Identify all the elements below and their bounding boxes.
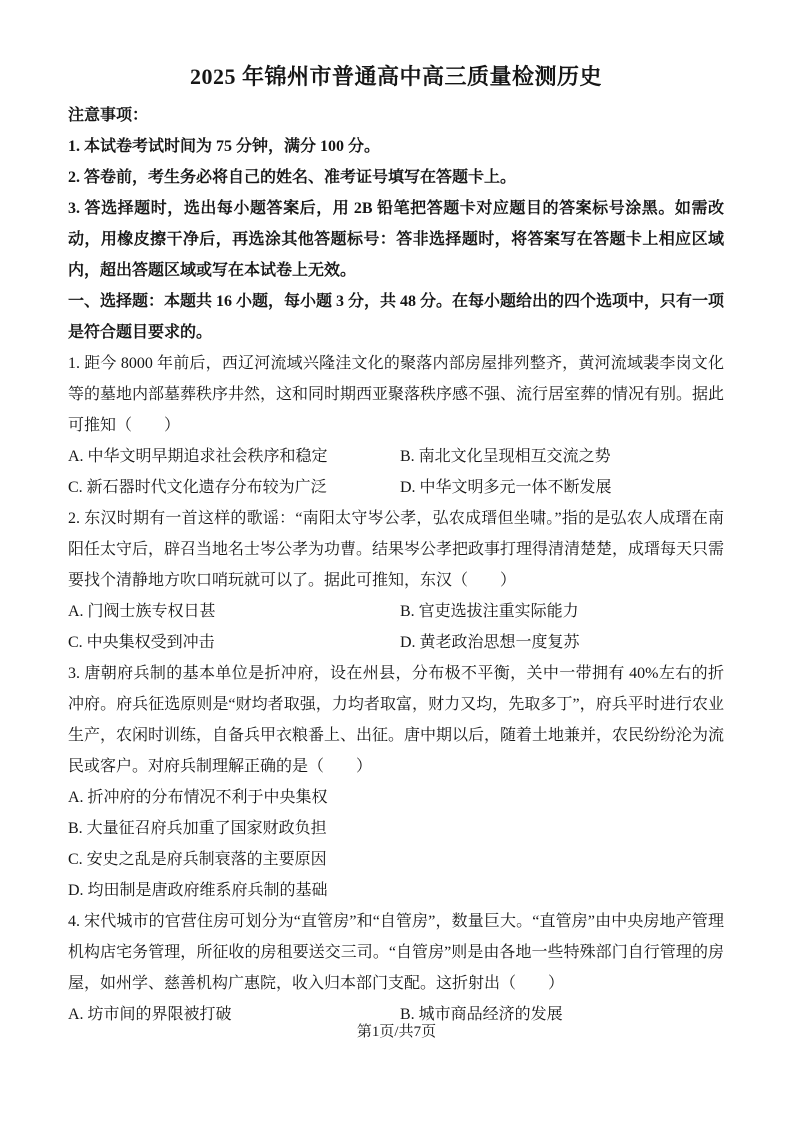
- notice-item-2: 2. 答卷前，考生务必将自己的姓名、准考证号填写在答题卡上。: [68, 169, 517, 186]
- option-c: C. 中央集权受到冲击: [68, 634, 215, 651]
- page-footer: 第1页/共7页: [356, 1024, 437, 1040]
- option-a: A. 折冲府的分布情况不利于中央集权: [68, 789, 328, 806]
- question-block-4: [68, 906, 724, 1030]
- option-c: C. 安史之乱是府兵制衰落的主要原因: [68, 851, 327, 868]
- page-title: 2025 年锦州市普通高中高三质量检测历史: [189, 64, 602, 89]
- option-d: D. 黄老政治思想一度复苏: [400, 634, 580, 651]
- option-a: A. 门阀士族专权日甚: [68, 603, 216, 620]
- option-a: A. 坊市间的界限被打破: [68, 1006, 232, 1023]
- question-3-stem: 3. 唐朝府兵制的基本单位是折冲府，设在州县，分布极不平衡，关中一带拥有 40%左右的折冲府。府兵征选原则是“财均者取强，力均者取富，财力又均，先取多丁”，府兵平时进行农业生产，农闲时训练，自备兵甲衣粮番上、出征。唐中期以后，随着土地兼并，农民纷纷沦为流民或客户。对府兵制理解正确的是（ ）: [68, 665, 725, 775]
- question-3-options: [68, 782, 724, 906]
- question-block-3: [68, 658, 724, 906]
- option-d: D. 中华文明多元一体不断发展: [400, 479, 612, 496]
- option-b: B. 城市商品经济的发展: [400, 1006, 563, 1023]
- notice-item-1: 1. 本试卷考试时间为 75 分钟，满分 100 分。: [68, 138, 381, 155]
- option-b: B. 南北文化呈现相互交流之势: [400, 448, 611, 465]
- option-a: A. 中华文明早期追求社会秩序和稳定: [68, 448, 328, 465]
- question-2-options: [68, 596, 724, 658]
- question-1-stem: 1. 距今 8000 年前后，西辽河流域兴隆洼文化的聚落内部房屋排列整齐，黄河流域裴李岗文化等的墓地内部墓葬秩序井然，这和同时期西亚聚落秩序感不强、流行居室葬的情况有别。据此可推知（ ）: [68, 355, 725, 434]
- notice-heading: 注意事项：: [68, 107, 149, 124]
- option-b: B. 大量征召府兵加重了国家财政负担: [68, 820, 327, 837]
- question-1-options: [68, 441, 724, 503]
- question-2-stem: 2. 东汉时期有一首这样的歌谣：“南阳太守岑公孝，弘农成瑨但坐啸。”指的是弘农人成瑨在南阳任太守后，辟召当地名士岑公孝为功曹。结果岑公孝把政事打理得清清楚楚，成瑨每天只需要找个清静地方吹口哨玩就可以了。据此可推知，东汉（ ）: [68, 510, 725, 589]
- question-block-2: [68, 503, 724, 658]
- question-4-stem: 4. 宋代城市的官营住房可划分为“直管房”和“自管房”，数量巨大。“直管房”由中央房地产管理机构店宅务管理，所征收的房租要送交三司。“自管房”则是由各地一些特殊部门自行管理的房屋，如州学、慈善机构广惠院，收入归本部门支配。这折射出（ ）: [68, 913, 724, 992]
- option-c: C. 新石器时代文化遗存分布较为广泛: [68, 479, 327, 496]
- question-block-1: [68, 348, 724, 503]
- option-d: D. 均田制是唐政府维系府兵制的基础: [68, 882, 328, 899]
- notice-item-3: 3. 答选择题时，选出每小题答案后，用 2B 铅笔把答题卡对应题目的答案标号涂黑。如需改动，用橡皮擦干净后，再选涂其他答题标号：答非选择题时，将答案写在答题卡上相应区域内，超出答题区域或写在本试卷上无效。: [68, 200, 724, 279]
- option-b: B. 官吏选拔注重实际能力: [400, 603, 579, 620]
- section-heading: 一、选择题：本题共 16 小题，每小题 3 分，共 48 分。在每小题给出的四个选项中，只有一项是符合题目要求的。: [68, 293, 725, 341]
